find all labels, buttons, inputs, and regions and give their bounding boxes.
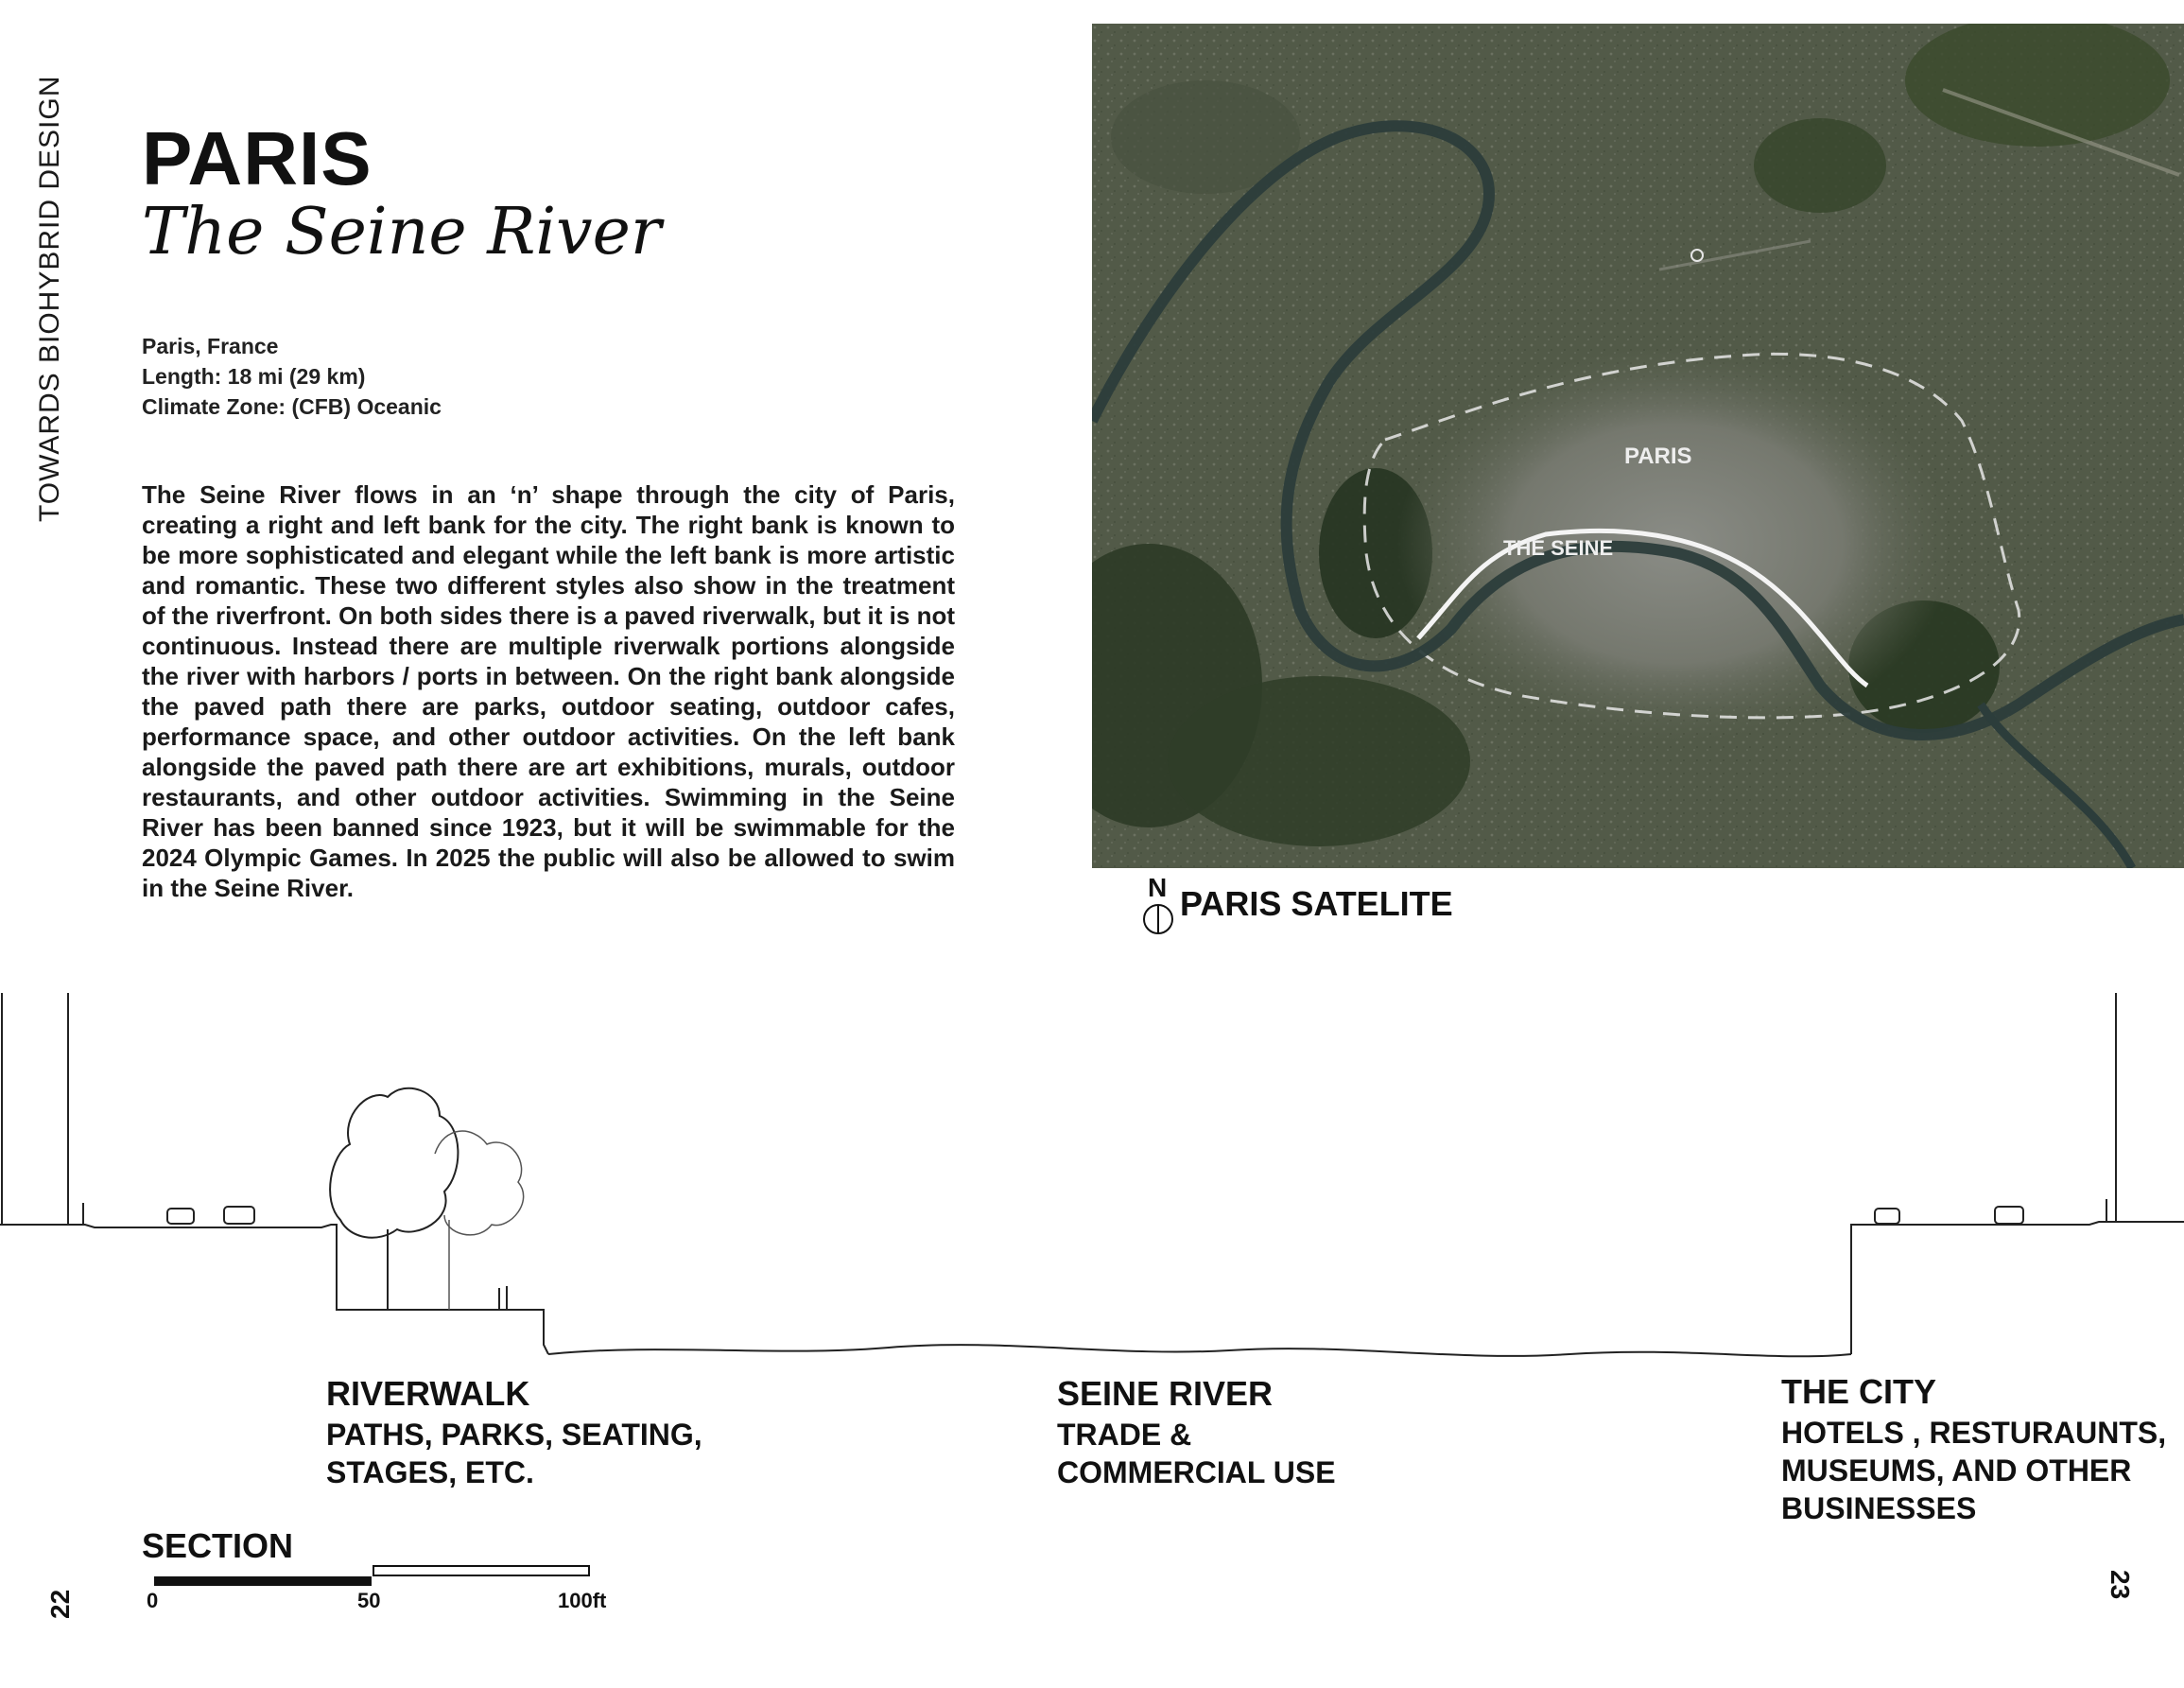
page-number-left-text: 22	[45, 1589, 75, 1619]
riverwalk-line-2: STAGES, ETC.	[326, 1455, 534, 1489]
scale-tick-100: 100ft	[558, 1589, 607, 1612]
scale-bar-solid	[154, 1576, 372, 1586]
city-description	[1781, 1414, 2166, 1527]
seine-line-1: TRADE &	[1057, 1418, 1192, 1452]
tree-icon	[330, 1088, 458, 1310]
seine-heading: SEINE RIVER	[1057, 1374, 1274, 1413]
left-bank-profile	[0, 1225, 548, 1354]
section-title: SECTION	[142, 1526, 294, 1565]
seine-description	[1057, 1416, 1336, 1491]
page-title: PARIS	[142, 116, 373, 200]
map-caption: PARIS SATELITE	[1180, 884, 1453, 923]
map-label-seine: THE SEINE	[1503, 536, 1614, 560]
riverwalk-description	[326, 1416, 702, 1491]
city-line-1: HOTELS , RESTURAUNTS,	[1781, 1416, 2167, 1450]
river-section-drawing	[0, 983, 2184, 1381]
meta-location: Paris, France	[142, 334, 279, 358]
scale-bar	[154, 1565, 591, 1586]
running-header-left	[23, 68, 79, 522]
car-icon	[224, 1207, 254, 1224]
riverwalk-heading: RIVERWALK	[326, 1374, 530, 1413]
meta-block	[142, 331, 442, 422]
scale-tick-50: 50	[357, 1589, 381, 1612]
meta-length: Length: 18 mi (29 km)	[142, 364, 366, 389]
page-number-left	[38, 1570, 85, 1627]
page-subtitle: The Seine River	[142, 195, 662, 270]
page-number-right	[2099, 1570, 2146, 1627]
river-surface	[548, 1345, 1851, 1356]
right-bank-profile	[1851, 1222, 2184, 1354]
map-label-paris: PARIS	[1624, 444, 1692, 469]
meta-climate: Climate Zone: (CFB) Oceanic	[142, 394, 442, 419]
riverwalk-line-1: PATHS, PARKS, SEATING,	[326, 1418, 702, 1452]
city-line-2: MUSEUMS, AND OTHER	[1781, 1453, 2132, 1488]
north-letter: N	[1148, 873, 1168, 902]
north-arrow-icon	[1139, 872, 1177, 936]
satellite-map	[1092, 24, 2184, 868]
seine-line-2: COMMERCIAL USE	[1057, 1455, 1336, 1489]
running-header-left-text: TOWARDS BIOHYBRID DESIGN	[34, 75, 65, 522]
car-icon	[167, 1209, 194, 1224]
satellite-map-image	[1092, 24, 2184, 868]
city-line-3: BUSINESSES	[1781, 1491, 1977, 1525]
scale-tick-0: 0	[147, 1589, 159, 1612]
city-heading: THE CITY	[1781, 1372, 1937, 1411]
scale-bar-hollow	[373, 1566, 589, 1575]
description-paragraph: The Seine River flows in an ‘n’ shape through the city of Paris, creating a right and left bank for the city. The right bank is known to be more sophisticated and elegant while the left bank is more artistic and romantic. These two different styles also show in the treatment of the riverfront. On both sides there is a paved riverwalk, but it is not continuous. Instead there are multiple riverwalk portions alongside the river with harbors / ports in between. On the right bank alongside the paved path there are parks, outdoor seating, outdoor cafes, performance space, and other outdoor activities. On the left bank alongside the paved path there are art exhibitions, murals, outdoor restaurants, and other outdoor activities. Swimming in the Seine River has been banned since 1923, but it will be swimmable for the 2024 Olympic Games. In 2025 the public will also be allowed to swim in the Seine River.	[142, 480, 955, 902]
car-icon	[1875, 1209, 1899, 1224]
car-icon	[1995, 1207, 2023, 1224]
page-number-right-text: 23	[2106, 1570, 2135, 1600]
